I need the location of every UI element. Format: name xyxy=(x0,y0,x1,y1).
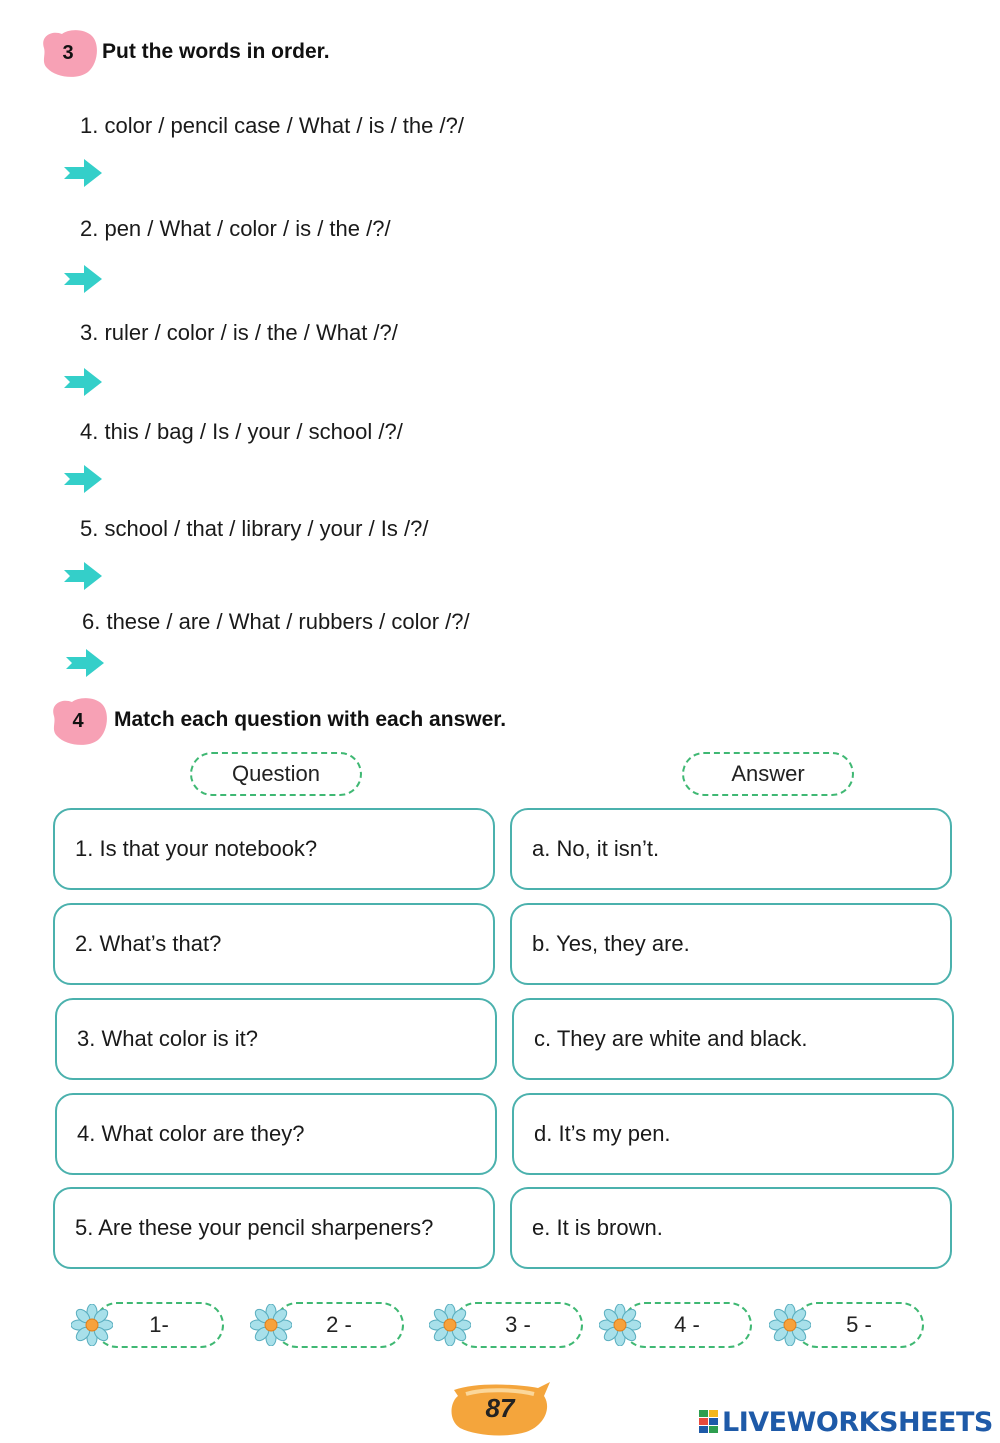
daisy-icon xyxy=(769,1304,811,1346)
section-4-badge xyxy=(48,696,104,740)
daisy-icon xyxy=(429,1304,471,1346)
answer-slot-1[interactable]: 1- xyxy=(94,1302,224,1348)
scrambled-sentence-1: 1. color / pencil case / What / is / the /?/ xyxy=(80,113,464,138)
page-number: 87 xyxy=(485,1392,515,1423)
question-header: Question xyxy=(190,752,362,796)
brand-blocks-icon xyxy=(698,1409,720,1435)
liveworksheets-logo xyxy=(698,1404,993,1440)
arrow-icon xyxy=(64,158,104,188)
section-number: 3 xyxy=(62,41,74,64)
section-number: 4 xyxy=(72,709,84,732)
arrow-icon xyxy=(64,561,104,591)
answer-box-b: b. Yes, they are. xyxy=(510,903,952,985)
arrow-icon xyxy=(64,367,104,397)
brand-text: LIVEWORKSHEETS xyxy=(722,1406,993,1438)
section-3-badge xyxy=(38,28,94,72)
section-title: Put the words in order. xyxy=(102,40,330,63)
arrow-icon xyxy=(66,648,106,678)
arrow-icon xyxy=(64,264,104,294)
scrambled-sentence-6: 6. these / are / What / rubbers / color /?/ xyxy=(82,609,470,634)
question-box-4: 4. What color are they? xyxy=(55,1093,497,1175)
section-title: Match each question with each answer. xyxy=(114,708,507,731)
question-box-2: 2. What’s that? xyxy=(53,903,495,985)
answer-header: Answer xyxy=(682,752,854,796)
answer-slot-2[interactable]: 2 - xyxy=(274,1302,404,1348)
answer-slot-3[interactable]: 3 - xyxy=(453,1302,583,1348)
daisy-icon xyxy=(71,1304,113,1346)
question-box-1: 1. Is that your notebook? xyxy=(53,808,495,890)
answer-box-c: c. They are white and black. xyxy=(512,998,954,1080)
arrow-icon xyxy=(64,464,104,494)
daisy-icon xyxy=(250,1304,292,1346)
answer-slot-4[interactable]: 4 - xyxy=(622,1302,752,1348)
scrambled-sentence-4: 4. this / bag / Is / your / school /?/ xyxy=(80,419,403,444)
scrambled-sentence-5: 5. school / that / library / your / Is /?/ xyxy=(80,516,429,541)
answer-slot-5[interactable]: 5 - xyxy=(794,1302,924,1348)
answer-box-e: e. It is brown. xyxy=(510,1187,952,1269)
question-box-3: 3. What color is it? xyxy=(55,998,497,1080)
daisy-icon xyxy=(599,1304,641,1346)
answer-box-a: a. No, it isn’t. xyxy=(510,808,952,890)
scrambled-sentence-3: 3. ruler / color / is / the / What /?/ xyxy=(80,320,398,345)
question-box-5: 5. Are these your pencil sharpeners? xyxy=(53,1187,495,1269)
answer-box-d: d. It’s my pen. xyxy=(512,1093,954,1175)
scrambled-sentence-2: 2. pen / What / color / is / the /?/ xyxy=(80,216,391,241)
